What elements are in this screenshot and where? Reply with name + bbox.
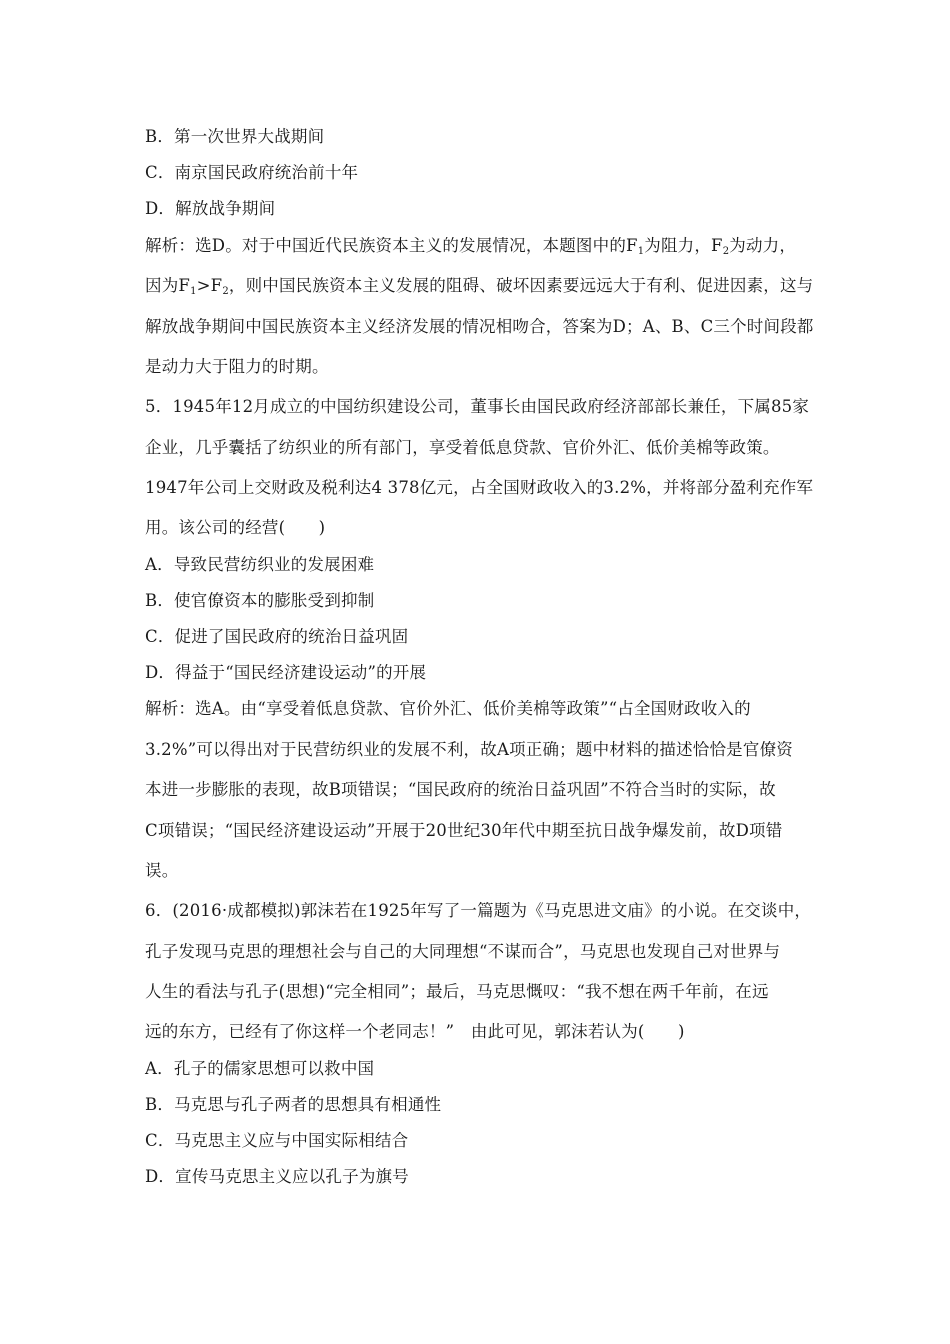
q6-stem-line-4: 远的东方，已经有了你这样一个老同志！” 由此可见，郭沫若认为( ) [145, 1022, 685, 1041]
q4-analysis-text: 为动力， [729, 236, 797, 255]
q6-stem-line-1: 6．(2016·成都模拟)郭沫若在1925年写了一篇题为《马克思进文庙》的小说。在交谈中， [145, 901, 812, 920]
q4-analysis-line-4: 是动力大于阻力的时期。 [145, 357, 329, 376]
q4-analysis-text: 因为F [145, 276, 191, 295]
q4-analysis-line-2 [145, 276, 813, 302]
q5-stem-line-1: 5．1945年12月成立的中国纺织建设公司，董事长由国民政府经济部部长兼任，下属85家 [145, 397, 810, 416]
q4-analysis-text: 解析：选D。对于中国近代民族资本主义的发展情况，本题图中的F [145, 236, 638, 255]
q6-option-c: C．马克思主义应与中国实际相结合 [145, 1131, 409, 1150]
subscript: 2 [722, 246, 730, 257]
q5-option-c: C．促进了国民政府的统治日益巩固 [145, 627, 409, 646]
q6-stem-line-2: 孔子发现马克思的理想社会与自己的大同理想“不谋而合”，马克思也发现自己对世界与 [145, 942, 781, 961]
q5-analysis-line-3: 本进一步膨胀的表现，故B项错误；“国民政府的统治日益巩固”不符合当时的实际，故 [145, 780, 776, 799]
q6-option-a: A．孔子的儒家思想可以救中国 [145, 1059, 375, 1078]
q4-analysis-text: >F [196, 276, 223, 295]
q5-stem-line-2: 企业，几乎囊括了纺织业的所有部门，享受着低息贷款、官价外汇、低价美棉等政策。 [145, 438, 780, 457]
q5-stem-line-4: 用。该公司的经营( ) [145, 518, 326, 537]
subscript: 1 [637, 246, 645, 257]
q4-option-b: B．第一次世界大战期间 [145, 127, 325, 146]
q6-option-b: B．马克思与孔子两者的思想具有相通性 [145, 1095, 442, 1114]
q5-stem-line-3: 1947年公司上交财政及税利达4 378亿元，占全国财政收入的3.2%，并将部分盈利充作军 [145, 478, 814, 497]
q4-analysis-text: ，则中国民族资本主义发展的阻碍、破坏因素要远远大于有利、促进因素，这与 [228, 276, 814, 295]
q6-option-d: D．宣传马克思主义应以孔子为旗号 [145, 1167, 409, 1186]
q4-analysis-text: 为阻力，F [644, 236, 723, 255]
q5-analysis-line-5: 误。 [145, 861, 179, 880]
q5-analysis-line-1: 解析：选A。由“享受着低息贷款、官价外汇、低价美棉等政策”“占全国财政收入的 [145, 699, 751, 718]
subscript: 2 [222, 286, 229, 297]
q6-stem-line-3: 人生的看法与孔子(思想)“完全相同”；最后，马克思慨叹：“我不想在两千年前，在远 [145, 982, 769, 1001]
subscript: 1 [190, 286, 197, 297]
q5-option-b: B．使官僚资本的膨胀受到抑制 [145, 591, 375, 610]
q4-option-d: D．解放战争期间 [145, 199, 276, 218]
q4-analysis-line-3: 解放战争期间中国民族资本主义经济发展的情况相吻合，答案为D；A、B、C三个时间段都 [145, 317, 814, 336]
q4-analysis-line-1 [145, 236, 796, 262]
q5-option-d: D．得益于“国民经济建设运动”的开展 [145, 663, 427, 682]
q5-option-a: A．导致民营纺织业的发展困难 [145, 555, 375, 574]
q4-option-c: C．南京国民政府统治前十年 [145, 163, 359, 182]
q5-analysis-line-4: C项错误；“国民经济建设运动”开展于20世纪30年代中期至抗日战争爆发前，故D项错 [145, 821, 783, 840]
q5-analysis-line-2: 3.2%”可以得出对于民营纺织业的发展不利，故A项正确；题中材料的描述恰恰是官僚资 [145, 740, 793, 759]
